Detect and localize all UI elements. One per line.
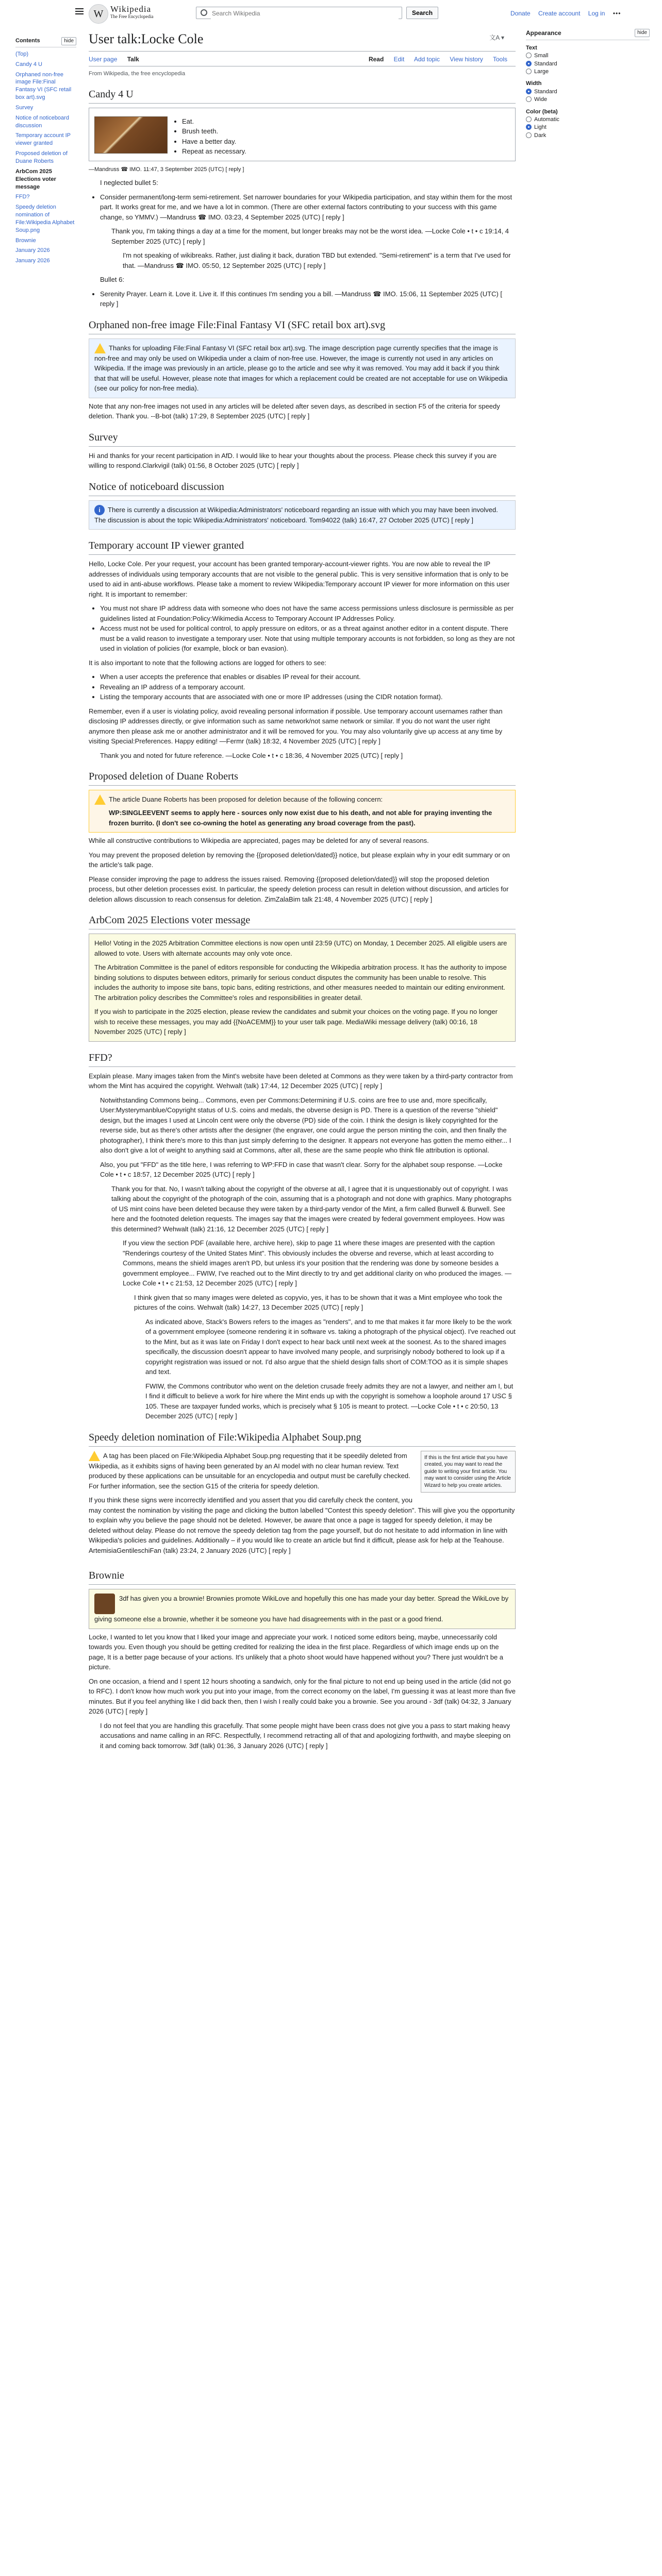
tab-tools[interactable]: Tools (492, 56, 507, 63)
search-box (196, 7, 402, 19)
option-label: Standard (534, 60, 557, 67)
toc-item[interactable]: Survey (15, 104, 34, 111)
toc-item[interactable]: January 2026 (15, 247, 50, 254)
section-heading-speedy: Speedy deletion nomination of File:Wikipedia Alphabet Soup.png (89, 1430, 516, 1447)
candy-line: • Eat. (182, 116, 246, 127)
comment: As indicated above, Stack's Bowers refers to the images as "renders", and to me that makes it far more likely to be the work of a government employee (someone rendering it in software vs. taking a photograph of the physical object). I've reached out to the Mint, but as it was late on Friday I don't expect to hear back until next week at the soonest. As to the shared images specifically, the discussion doesn't appear to have involved many people, and surprisingly nobody bothered to look up if a copyright registration was issued or not. I'd also argue that the shield design falls short of COM:TOO as it is simple shapes and text. (145, 1317, 516, 1376)
radio-icon (526, 69, 532, 74)
candy-line: • Have a better day. (182, 137, 246, 147)
section-heading-orphaned: Orphaned non-free image File:Final Fantasy VI (SFC retail box art).svg (89, 317, 516, 334)
option-label: Light (534, 124, 547, 131)
text-size-option[interactable] (526, 52, 650, 60)
notice-text: There is currently a discussion at Wikipedia:Administrators' noticeboard regarding an issue with which you may have been involved. The discussion is about the topic Wikipedia:Administrators' noticeboard. Tom94022 (talk) 16:47, 27 October 2025 (UTC) [ reply ] (94, 505, 498, 524)
text-size-option[interactable] (526, 68, 650, 76)
comment: Also, you put "FFD" as the title here, I was referring to WP:FFD in case that wasn't clear. Sorry for the alphabet soup response. —Locke Cole • t • c 18:57, 12 December 2025 (UTC) [ reply ] (100, 1160, 503, 1178)
comment: Please consider improving the page to address the issues raised. Removing {{proposed deletion/dated}} will stop the proposed deletion process, but other deletion processes exist. In particular, the speedy deletion process can result in deletion without discussion, and articles for deletion allows discussion to reach consensus for deletion. ZimZalaBim talk 21:48, 4 November 2025 (UTC) [ reply ] (89, 875, 509, 903)
comment: Bullet 6: (100, 276, 124, 283)
wordmark[interactable] (110, 5, 153, 20)
tab-talk[interactable]: Talk (127, 56, 139, 63)
list-item: • When a user accepts the preference that enables or disables IP reveal for their account. (100, 672, 516, 682)
language-selector[interactable]: 文A ▾ (489, 34, 504, 41)
comment: Notwithstanding Commons being... Commons, even per Commons:Determining if U.S. coins are free to use and, more specifically, User:Mysterymanblue/Copyright status of U.S. coins and medals, the obverse design is PD. There is a question of the reverse "shield" design, but the images I used at Lincoln cent were only the obverse (PD) side of the coin. I think the design is likely copyrighted for the reverse side, but as there's other artists after the designer (the engraver, one could argue the person minting the coin, and then finally the photographer), I think there's more to this than just simply deferring to the designer. It appears not everyone has gotten the memo either... I also don't give a lot of weight to anything said at Commons, after all, these are the same people who think file attribution is optional. (100, 1096, 511, 1154)
toc-item[interactable]: FFD? (15, 194, 30, 200)
option-label: Large (534, 68, 549, 75)
list-item: • Access must not be used for political control, to apply pressure on editors, or as a threat against another editor in a content dispute. There must be a valid reason to investigate a temporary user. Note that using multiple temporary accounts is not forbidden, so long as they are not used in violation of policies (for example, block or ban evasion). (100, 623, 516, 654)
comment: I'm not speaking of wikibreaks. Rather, just dialing it back, duration TBD but extended. "Semi-retirement" is a term that I've used for that. —Mandruss ☎ IMO. 05:50, 12 September 2025 (UTC) [ reply ] (123, 251, 511, 269)
comment: • Consider permanent/long-term semi-retirement. Set narrower boundaries for your Wikipedia participation, and stay within them for the most part. It works great for me, and we have a lot in common. (There are other external factors contributing to your success with this game change, so YMMV.) —Mandruss ☎ IMO. 03:23, 4 September 2025 (UTC) [ reply ] (100, 192, 516, 223)
toc-item[interactable]: Candy 4 U (15, 61, 42, 67)
toc-item[interactable]: Speedy deletion nomination of File:Wikipedia Alphabet Soup.png (15, 204, 75, 233)
prod-concern: WP:SINGLEEVENT seems to apply here - sources only now exist due to his death, and not able for praying inventing the frozen burrito. (I don't see co-owning the hotel as generating any broad coverage from the past). (109, 809, 492, 827)
toc-item[interactable]: Orphaned non-free image File:Final Fantasy VI (SFC retail box art).svg (15, 71, 72, 101)
wikipedia-logo[interactable]: W (89, 4, 108, 24)
prod-notice (89, 790, 516, 833)
option-label: Wide (534, 96, 548, 103)
tab-add-topic[interactable]: Add topic (413, 56, 440, 63)
comment: If you wish to participate in the 2025 election, please review the candidates and submit your choices on the voting page. If you no longer wish to receive these messages, you may add {{NoACEMM}} to your user talk page. MediaWiki message delivery (talk) 00:16, 18 November 2025 (UTC) [ reply ] (94, 1008, 498, 1036)
login-link[interactable]: Log in (588, 10, 605, 17)
tab-edit[interactable]: Edit (393, 56, 405, 63)
section-heading-candy: Candy 4 U (89, 87, 516, 104)
comment: FWIW, the Commons contributor who went on the deletion crusade freely admits they are not a lawyer, and neither am I, but I find it difficult to believe a work for hire where the Mint ends up with the copyright is somehow a loophole around 17 USC § 105. These are taxpayer funded works, which is precisely what § 105 is meant to protect. —Locke Cole • t • c 20:50, 13 December 2025 (UTC) [ reply ] (145, 1382, 514, 1420)
comment: While all constructive contributions to Wikipedia are appreciated, pages may be deleted for any of several reasons. (89, 837, 429, 844)
color-label: Color (beta) (526, 108, 558, 115)
text-size-label: Text (526, 44, 537, 51)
list-item: • Listing the temporary accounts that are associated with one or more IP addresses (using the CIDR notation format). (100, 692, 516, 702)
comment: Thank you, I'm taking things a day at a time for the moment, but longer breaks may not be the worst idea. —Locke Cole • t • c 19:14, 4 September 2025 (UTC) [ reply ] (111, 227, 509, 245)
signature: —Mandruss ☎ IMO. 11:47, 3 September 2025 (UTC) [ reply ] (89, 166, 244, 173)
section-heading-survey: Survey (89, 430, 516, 447)
comment: Thank you for that. No, I wasn't talking about the copyright of the obverse at all, I agree that it is unquestionably out of copyright. I was talking about the copyright of the photograph of the coin, assuming that is a photograph and not done with graphics. Many photographs of US mint coins have been deleted because they were taken by a third-party vendor of the Mint, a firm called Burwell & Burwell. See here and the footnoted deletion requests. The images say that the images were created by federal government employees. How was this determined? Wehwalt (talk) 21:16, 12 December 2025 (UTC) [ reply ] (111, 1184, 512, 1233)
notice-text: A tag has been placed on File:Wikipedia Alphabet Soup.png requesting that it be speedily deleted from Wikipedia, as it exhibits signs of having been generated by an AI model with no clear human review. Text produced by these applications can be unsuitable for an encyclopedia and output must be carefully checked. For further information, see the section G15 of the criteria for speedy deletion. (89, 1451, 410, 1490)
comment: On one occasion, a friend and I spent 12 hours shooting a sandwich, only for the final picture to not end up being used in the article (did not go to RFC). I don't know how much work you put into your image, from the correct economy on the label, I'm guessing it was at least more than five minutes. But if you feel anything like I did back then, then I wish I really could bake you a brownie. See you around - 3df (talk) 04:32, 3 January 2026 (UTC) [ reply ] (89, 1677, 516, 1715)
comment: If you think these signs were incorrectly identified and you assert that you did carefully check the content, you may contest the nomination by visiting the page and clicking the button labelled "Contest this speedy deletion". This will give you the opportunity to explain why you believe the page should not be deleted. However, be aware that once a page is tagged for speedy deletion, it may be deleted without delay. Please do not remove the speedy deletion tag from the page yourself, but do not hesitate to add information in line with Wikipedia's policies and guidelines. Additionally – if you would like to create an article but find it difficult, please ask for help at the Teahouse. ArtemisiaGentileschiFan (talk) 23:24, 2 January 2026 (UTC) [ reply ] (89, 1496, 515, 1554)
notice-text: The article Duane Roberts has been proposed for deletion because of the following concern: (109, 795, 383, 803)
comment: You may prevent the proposed deletion by removing the {{proposed deletion/dated}} notice, but please explain why in your edit summary or on the article's talk page. (89, 851, 510, 869)
option-label: Automatic (534, 116, 559, 123)
comment: Note that any non-free images not used in any articles will be deleted after seven days, as described in section F5 of the criteria for speedy deletion. Thank you. --B-bot (talk) 17:29, 8 September 2025 (UTC) [ reply ] (89, 402, 500, 420)
warning-icon (89, 1451, 100, 1461)
width-option[interactable] (526, 88, 650, 96)
comment: Hi and thanks for your recent participation in AfD. I would like to hear your thoughts about the process. Please check this survey if you are willing to respond.Clarkvigil (talk) 01:56, 8 October 2025 (UTC) [ reply ] (89, 451, 497, 469)
toc-header (15, 37, 76, 47)
section-heading-prod: Proposed deletion of Duane Roberts (89, 769, 516, 786)
orphan-notice (89, 338, 516, 398)
main-content (89, 29, 516, 1755)
radio-icon (526, 132, 532, 138)
color-option[interactable] (526, 116, 650, 124)
comment: • Serenity Prayer. Learn it. Love it. Live it. If this continues I'm sending you a bill. —Mandruss ☎ IMO. 15:06, 11 September 2025 (UTC) [ reply ] (100, 289, 516, 309)
candy-image[interactable] (94, 116, 168, 154)
notice-text: Thanks for uploading File:Final Fantasy VI (SFC retail box art).svg. The image description page currently specifies that the image is non-free and may only be used on Wikipedia under a claim of non-free use. However, the image is currently not used in any articles on Wikipedia. If the image was previously in an article, please go to the article and see why it was removed. You may add it back if you think that that will be useful. However, please note that images for which a replacement could be created are not acceptable for use on Wikipedia (see our policy for non-free media). (94, 344, 508, 392)
page-title: User talk:Locke Cole (89, 29, 516, 52)
comment: The Arbitration Committee is the panel of editors responsible for conducting the Wikipedia arbitration process. It has the authority to impose binding solutions to disputes between editors, primarily for serious conduct disputes the community has been unable to resolve. This includes the authority to impose site bans, topic bans, editing restrictions, and other measures needed to maintain our editing environment. The arbitration policy describes the Committee's roles and responsibilities in greater detail. (94, 963, 507, 1002)
notice-text: 3df has given you a brownie! Brownies promote WikiLove and hopefully this one has made your day better. Spread the WikiLove by giving someone else a brownie, whether it be someone you have had disagreements with in the past or a good friend. (94, 1595, 509, 1623)
appearance-panel (526, 29, 650, 140)
option-label: Dark (534, 132, 547, 139)
radio-icon (526, 53, 532, 58)
speedy-side-box: If this is the first article that you have created, you may want to read the guide to writing your first article. You may want to consider using the Article Wizard to help you create articles. (421, 1451, 516, 1493)
tab-user-page[interactable]: User page (89, 56, 118, 63)
section-heading-noticeboard: Notice of noticeboard discussion (89, 479, 516, 496)
width-option[interactable] (526, 96, 650, 104)
warning-icon (94, 794, 106, 805)
color-option[interactable] (526, 124, 650, 131)
section-heading-arbcom: ArbCom 2025 Elections voter message (89, 912, 516, 929)
toc-item[interactable]: Brownie (15, 237, 36, 244)
comment: Hello, Locke Cole. Per your request, your account has been granted temporary-account-viewer rights. You are now able to reveal the IP addresses of individuals using temporary accounts that are not visible to the general public. This is very sensitive information that is only to be used to aid in anti-abuse workflows. Please take a moment to review Wikipedia:Temporary account IP viewer for more information on this user right. It is important to remember: (89, 560, 510, 598)
comment: I think given that so many images were deleted as copyvio, yes, it has to be shown that it was a Mint employee who took the pictures of the coins. Wehwalt (talk) 14:27, 13 December 2025 (UTC) [ reply ] (134, 1293, 502, 1311)
comment: Hello! Voting in the 2025 Arbitration Committee elections is now open until 23:59 (UTC) on Monday, 1 December 2025. All eligible users are allowed to vote. Users with alternate accounts may only vote once. (94, 939, 507, 957)
comment: Locke, I wanted to let you know that I liked your image and appreciate your work. I noticed some editors being, maybe, unnecessarily cold towards you. Even though you should be getting credited for realizing the idea in the first place. Regardless of which image ends up on the page, It is a better page because of your actions. It's unlikely that a photo shoot would have happened without you? There just wouldn't be a picture. (89, 1633, 504, 1671)
list-item: • Revealing an IP address of a temporary account. (100, 682, 516, 692)
more-icon[interactable]: ••• (613, 10, 621, 17)
color-option[interactable] (526, 132, 650, 140)
site-name: Wikipedia (110, 4, 152, 14)
tab-read[interactable]: Read (368, 56, 384, 63)
toc-hide-button[interactable]: hide (61, 37, 76, 45)
user-links (510, 9, 627, 18)
toc-item-current[interactable]: ArbCom 2025 Elections voter message (15, 168, 56, 190)
create-account-link[interactable]: Create account (538, 10, 581, 17)
search-icon (201, 9, 207, 16)
noticeboard-notice (89, 500, 516, 530)
appearance-header (526, 29, 650, 40)
brownie-image[interactable] (94, 1594, 115, 1614)
candy-line: • Brush teeth. (182, 126, 246, 137)
brownie-box (89, 1589, 516, 1629)
toc-item[interactable]: Notice of noticeboard discussion (15, 114, 69, 129)
list-item: • You must not share IP address data with someone who does not have the same access permissions unless disclosure is permissible as per guidelines listed at Foundation:Policy:Wikimedia Access to Temporary Account IP Addresses Policy. (100, 603, 516, 623)
page-tabs (89, 55, 516, 66)
header (0, 0, 662, 25)
warning-icon (94, 343, 106, 353)
appearance-hide-button[interactable]: hide (635, 29, 650, 37)
comment: I neglected bullet 5: (100, 179, 158, 187)
comment: Explain please. Many images taken from the Mint's website have been deleted at Commons as they were taken by a third-party contractor from whom the Mint has acquired the copyright. Wehwalt (talk) 17:44, 12 December 2025 (UTC) [ reply ] (89, 1072, 513, 1090)
comment: I do not feel that you are handling this gracefully. That some people might have been crass does not give you a pass to start making heavy accusations and name calling in an RFC. Respectfully, I recommend retracting all of that and apologizing forthwith, and maybe sleeping on it and coming back tomorrow. 3df (talk) 01:36, 3 January 2026 (UTC) [ reply ] (100, 1721, 511, 1750)
section-heading-ffd: FFD? (89, 1050, 516, 1067)
toc-item[interactable]: January 2026 (15, 258, 50, 264)
radio-selected-icon (526, 61, 532, 66)
width-label: Width (526, 80, 542, 87)
option-label: Standard (534, 88, 557, 95)
donate-link[interactable]: Donate (510, 10, 531, 17)
comment: It is also important to note that the following actions are logged for others to see: (89, 658, 327, 667)
info-icon: i (94, 505, 105, 515)
search-button[interactable]: Search (406, 7, 438, 19)
toc-item[interactable]: (Top) (15, 50, 29, 57)
menu-icon[interactable] (75, 8, 84, 14)
section-heading-ip-viewer: Temporary account IP viewer granted (89, 538, 516, 555)
site-tagline: The Free Encyclopedia (110, 14, 154, 19)
radio-selected-icon (526, 89, 532, 94)
candy-line: • Repeat as necessary. (182, 146, 246, 157)
search-input[interactable] (211, 8, 399, 19)
comment: If you view the section PDF (available here, archive here), skip to page 11 where these images are presented with the caption "Renderings courtesy of the United States Mint". This obviously includes the obverse and reverse, which at least according to Commons, means the shield images aren't PD, but unless it's your position that the rendering was done by someone besides a government employee... FWIW, I've reached out to the Mint directly to try and get additional clarity on who produced the images. —Locke Cole • t • c 21:53, 12 December 2025 (UTC) [ reply ] (123, 1239, 511, 1287)
appearance-title: Appearance (526, 29, 561, 37)
toc-sidebar (15, 37, 76, 267)
comment: Remember, even if a user is violating policy, avoid revealing personal information if possible. Use temporary account usernames rather than disclosing IP addresses directly, or give information such as same network/not same network or similar. If you do not want the user right anymore then please ask me or another administrator and it will be removed for you. You may also voluntarily give up access at any time by visiting Special:Preferences. Happy editing! —Fermr (talk) 18:32, 4 November 2025 (UTC) [ reply ] (89, 707, 503, 745)
option-label: Small (534, 53, 549, 59)
from-wikipedia: From Wikipedia, the free encyclopedia (89, 71, 186, 77)
comment: Thank you and noted for future reference. —Locke Cole • t • c 18:36, 4 November 2025 (UTC) [ reply ] (100, 751, 403, 759)
toc-item[interactable]: Temporary account IP viewer granted (15, 132, 71, 147)
text-size-option[interactable] (526, 60, 650, 68)
candy-box (89, 108, 516, 161)
radio-selected-icon (526, 124, 532, 130)
toc-title: Contents (15, 38, 40, 44)
tab-view-history[interactable]: View history (450, 56, 483, 63)
arbcom-message (89, 934, 516, 1042)
section-heading-brownie: Brownie (89, 1568, 516, 1585)
radio-icon (526, 116, 532, 122)
radio-icon (526, 96, 532, 102)
toc-item[interactable]: Proposed deletion of Duane Roberts (15, 150, 68, 164)
